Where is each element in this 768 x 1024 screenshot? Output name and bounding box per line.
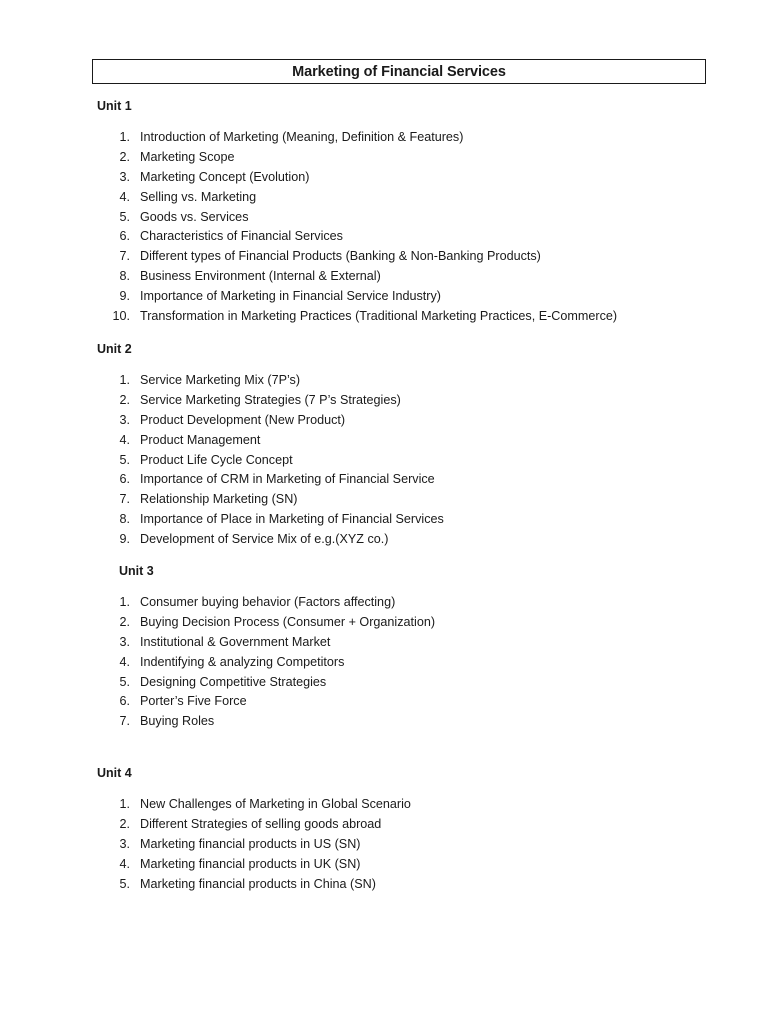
document-page: Marketing of Financial Services Unit 1 1. Introduction of Marketing (Meaning, Definition & Features) 2. Marketing Scope 3. Marketing Concept (Evolution) 4. Selling vs. Marketing 5. Goods vs. Services 6. Characteristics of Financial Services 7. Different types of Financial Products (Banking & Non-Banking Products) 8. Business Environment (Internal & External) 9. Importance of Marketing in Financial Service Industry) 10. Transformation in Marketing Practices (Traditional Marketing Practices, E-Commerce) Unit 2 1. Service Marketing Mix (7P’s) 2. Service Marketing Strategies (7 P’s Strategies) 3. Product Development (New Product) 4. Product Management 5. Product Life Cycle Concept 6. Importance of CRM in Marketing of Financial Service 7. Relationship Marketing (SN) 8. Importance of Place in Marketing of Financial Services 9. Development of Service Mix of e.g.(XYZ co.) Unit 3 1. Consumer buying behavior (Factors affecting) 2. Buying Decision Process (Consumer + Organization) 3. Institutional & Government Market 4. Indentifying & analyzing Competitors 5. Designing Competitive Strategies 6. Porter’s Five Force 7. Buying Roles Unit 4 1. New Challenges of Marketing in Global Scenario 2. Different Strategies of selling goods abroad 3. Marketing financial products in US (SN) 4. Marketing financial products in UK (SN) 5. Marketing financial products in China (SN) (0, 0, 768, 1024)
unit-3-heading: Unit 3 (119, 564, 154, 578)
page-title: Marketing of Financial Services (292, 63, 506, 80)
unit-2-heading: Unit 2 (97, 342, 132, 356)
title-box (92, 59, 706, 84)
unit-1-heading: Unit 1 (97, 99, 132, 113)
unit-4-heading: Unit 4 (97, 766, 132, 780)
